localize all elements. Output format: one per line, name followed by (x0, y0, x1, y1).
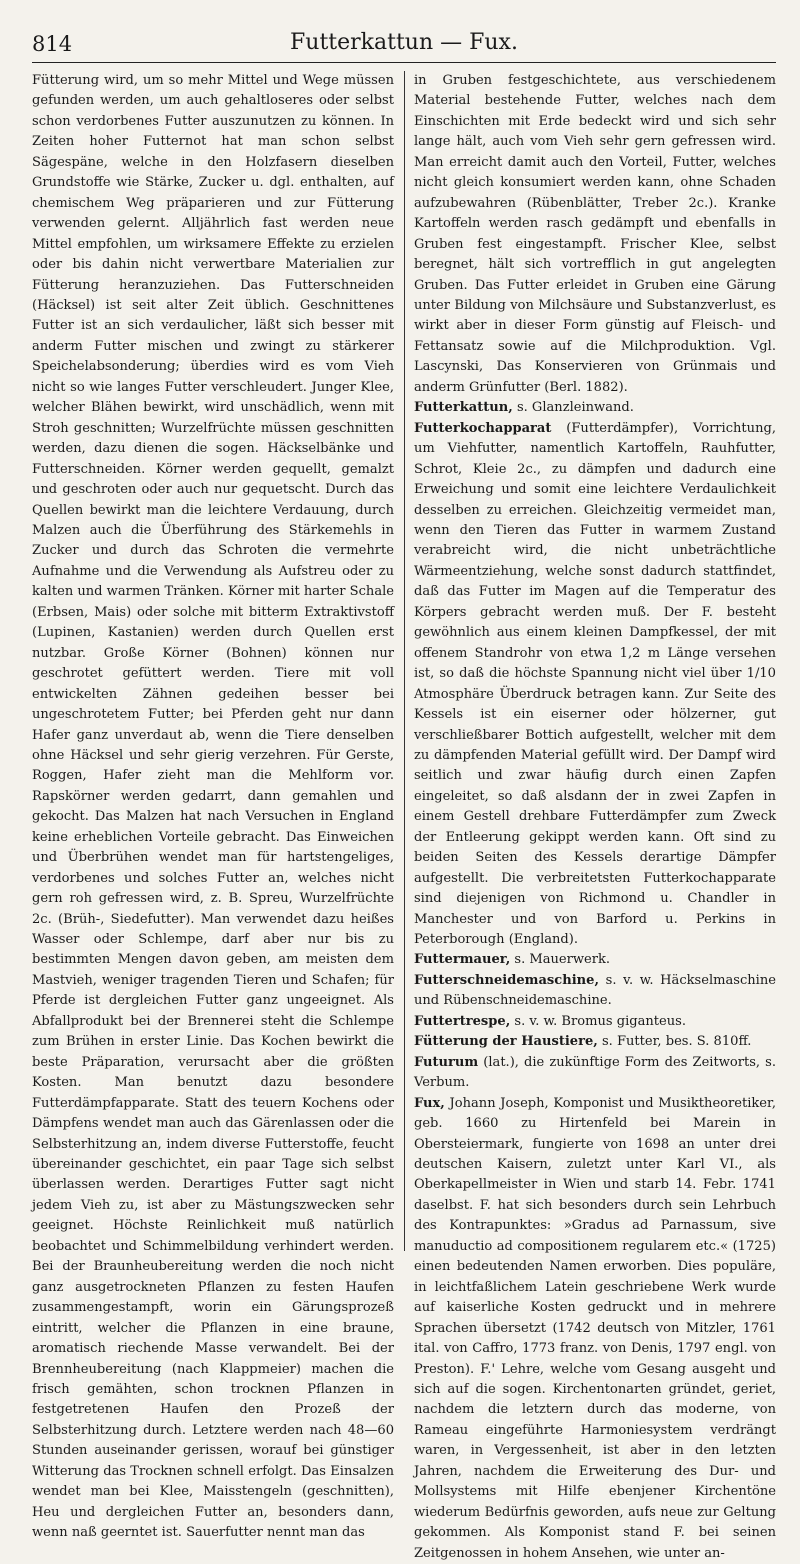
entry-text: Johann Joseph, Komponist und Musiktheoretiker, geb. 1660 zu Hirtenfeld bei Marein in Obersteiermark, fungierte von 1698 an unter drei deutschen Kaisern, zuletzt unter Karl VI., als Oberkapellmeister in Wien und starb 14. Febr. 1741 daselbst. F. hat sich besonders durch sein Lehrbuch des Kontrapunktes: »Gradus ad Parnassum, sive manuductio ad compositionem regularem etc.« (1725) einen bedeutenden Namen erworben. Dies populäre, in leichtfaßlichem Latein geschriebene Werk wurde auf kaiserliche Kosten gedruckt und in mehrere Sprachen übersetzt (1742 deutsch von Mitzler, 1761 ital. von Caffro, 1773 franz. von Denis, 1797 engl. von Preston). F.' Lehre, welche vom Gesang ausgeht und sich auf die sogen. Kirchentonarten gründet, geriet, nachdem die letztern durch das moderne, von Rameau eingeführte Harmoniesystem verdrängt waren, in Vergessenheit, ist aber in den letzten Jahren, nachdem die Erweiterung des Dur- und Mollsystems mit Hilfe ebenjener Kirchentöne wiederum Bedürfnis geworden, aufs neue zur Geltung gekommen. Als Komponist stand F. bei seinen Zeitgenossen in hohem Ansehen, wie unter an- (413, 1095, 776, 1561)
entry-headword: Fux, (413, 1095, 445, 1111)
entry-text: s. v. w. Häckselmaschine und Rübenschneidemaschine. (413, 972, 776, 1009)
running-title: Futterkattun — Fux. (290, 30, 518, 55)
entry-text: s. v. w. Bromus giganteus. (510, 1013, 686, 1029)
right-column-entry (414, 1032, 776, 1052)
text-columns (32, 71, 776, 1561)
entry-text: s. Mauerwerk. (510, 952, 611, 968)
entry-headword: Futtertrespe, (413, 1013, 511, 1029)
right-column-entry (414, 971, 776, 1012)
page-header (32, 28, 776, 63)
entry-headword: Fütterung der Haustiere, (413, 1034, 598, 1050)
right-column-entry (414, 1012, 776, 1032)
right-column-paragraph: in Gruben festgeschichtete, aus verschiedenem Material bestehende Futter, welches nach dem Einschichten mit Erde bedeckt wird und sich sehr lange hält, auch vom Vieh sehr gern gefressen wird. Man erreicht damit auch den Vorteil, Futter, welches nicht gleich konsumiert werden kann, ohne Schaden aufzubewahren (Rübenblätter, Treber 2c.). Kranke Kartoffeln werden rasch gedämpft und ebenfalls in Gruben fest eingestampft. Frischer Klee, selbst beregnet, hält sich vortrefflich in gut angelegten Gruben. Das Futter erleidet in Gruben eine Gärung unter Bildung von Milchsäure und Substanzverlust, es wirkt aber in dieser Form günstig auf Fleisch- und Fettansatz sowie auf die Milchproduktion. Vgl. Lascynski, Das Konservieren von Grünmais und anderm Grünfutter (Berl. 1882). (413, 73, 776, 395)
left-column (32, 71, 394, 1541)
left-column-paragraph: Fütterung wird, um so mehr Mittel und Wege müssen gefunden werden, um auch gehaltloseres oder selbst schon verdorbenes Futter auszunutzen zu können. In Zeiten hoher Futternot hat man schon selbst Sägespäne, welche in den Holzfasern dieselben Grundstoffe wie Stärke, Zucker u. dgl. enthalten, auf chemischem Weg präparieren und zur Fütterung verwenden gelernt. Alljährlich fast werden neue Mittel empfohlen, um wirksamere Effekte zu erzielen oder bis dahin nicht verwertbare Materialien zur Fütterung heranzuziehen. Das Futterschneiden (Häcksel) ist seit alter Zeit üblich. Geschnittenes Futter ist an sich verdaulicher, läßt sich besser mit anderm Futter mischen und zwingt zu stärkerer Speichelabsonderung; überdies wird es vom Vieh nicht so wie langes Futter verschleudert. Junger Klee, welcher Blähen bewirkt, wird unschädlich, wenn mit Stroh geschnitten; Wurzelfrüchte müssen geschnitten werden, dazu dienen die sogen. Häckselbänke und Futterschneiden. Körner werden gequellt, gemalzt und geschroten oder auch nur gequetscht. Durch das Quellen bewirkt man die leichtere Verdauung, durch Malzen auch die Überführung des Stärkemehls in Zucker und durch das Schroten die vermehrte Aufnahme und die Verwendung als Aufstreu oder zu kalten und warmen Tränken. Körner mit harter Schale (Erbsen, Mais) oder solche mit bitterm Extraktivstoff (Lupinen, Kastanien) werden durch Quellen erst nutzbar. Große Körner (Bohnen) können nur geschrotet gefüttert werden. Tiere mit voll entwickelten Zähnen gedeihen besser bei ungeschrotetem Futter; bei Pferden geht nur dann Hafer ganz unverdaut ab, wenn die Tiere denselben ohne Häcksel und sehr gierig verzehren. Für Gerste, Roggen, Hafer zieht man die Mehlform vor. Rapskörner werden gedarrt, dann gemahlen und gekocht. Das Malzen hat nach Versuchen in England keine erheblichen Vorteile gebracht. Das Einweichen und Überbrühen wendet man für hartstengeliges, verdorbenes und solches Futter an, welches nicht gern roh gefressen wird, z. B. Spreu, Wurzelfrüchte 2c. (Brüh-, Siedefutter). Man verwendet dazu heißes Wasser oder Schlempe, darf aber nur bis zu bestimmten Mengen davon geben, am meisten dem Mastvieh, weniger tragenden Tieren und Schafen; für Pferde ist dergleichen Futter ganz ungeeignet. Als Abfallprodukt bei der Brennerei steht die Schlempe zum Brühen in erster Linie. Das Kochen bewirkt die beste Präparation, verursacht aber die größten Kosten. Man benutzt dazu besondere Futterdämpfapparate. Statt des teuern Kochens oder Dämpfens wendet man auch das Gärenlassen oder die Selbsterhitzung an, indem diverse Futterstoffe, feucht übereinander geschichtet, ein paar Tage sich selbst überlassen werden. Derartiges Futter sagt nicht jedem Vieh zu, ist aber zu Mästungszwecken sehr geeignet. Höchste Reinlichkeit muß natürlich beobachtet und Schimmelbildung verhindert werden. Bei der Braunheubereitung werden die noch nicht ganz ausgetrockneten Pflanzen zu festen Haufen zusammengestampft, worin ein Gärungsprozeß eintritt, welcher die Pflanzen in eine braune, aromatisch riechende Masse verwandelt. Bei der Brennheubereitung (nach Klappmeier) machen die frisch gemähten, schon trocknen Pflanzen in festgetretenen Haufen den Prozeß der Selbsterhitzung durch. Letztere werden nach 48—60 Stunden auseinander gerissen, worauf bei günstiger Witterung das Trocknen schnell erfolgt. Das Einsalzen wendet man bei Klee, Maisstengeln (geschnitten), Heu und dergleichen Futter an, besonders dann, wenn naß geerntet ist. Sauerfutter nennt man das (32, 73, 394, 1541)
right-column-entry (414, 1094, 776, 1564)
entry-headword: Futterkattun, (413, 400, 513, 416)
entry-headword: Futtermauer, (413, 952, 511, 968)
right-column (413, 71, 776, 1561)
entry-headword: Futterschneidemaschine, (413, 972, 599, 988)
entry-headword: Futterkochapparat (413, 420, 552, 436)
right-column-entry (414, 419, 776, 951)
right-column-entry (414, 1053, 776, 1094)
entry-text: s. Futter, bes. S. 810ff. (597, 1034, 752, 1050)
right-column-entry (414, 950, 776, 970)
page-number: 814 (32, 32, 73, 56)
entry-text: s. Glanzleinwand. (512, 400, 634, 416)
column-divider (404, 71, 405, 1251)
entry-text: (lat.), die zukünftige Form des Zeitworts, s. Verbum. (413, 1054, 776, 1091)
entry-headword: Futurum (413, 1054, 479, 1070)
entry-text: (Futterdämpfer), Vorrichtung, um Viehfutter, namentlich Kartoffeln, Rauhfutter, Schrot, Kleie 2c., zu dämpfen und dadurch eine Erweichung und somit eine leichtere Verdaulichkeit desselben zu erreichen. Gleichzeitig vermeidet man, wenn den Tieren das Futter in warmem Zustand verabreicht wird, die nicht unbeträchtliche Wärmeentziehung, welche sonst dadurch stattfindet, daß das Futter im Magen auf die Temperatur des Körpers gebracht werden muß. Der F. besteht gewöhnlich aus einem kleinen Dampfkessel, der mit offenem Standrohr von etwa 1,2 m Länge versehen ist, so daß die höchste Spannung nicht viel über 1/10 Atmosphäre Überdruck betragen kann. Zur Seite des Kessels ist ein eiserner oder hölzerner, gut verschließbarer Bottich aufgestellt, welcher mit dem zu dämpfenden Material gefüllt wird. Der Dampf wird seitlich und zwar häufig durch einen Zapfen eingeleitet, so daß alsdann der in zwei Zapfen in einem Gestell drehbare Futterdämpfer zum Zweck der Entleerung gekippt werden kann. Oft sind zu beiden Seiten des Kessels derartige Dämpfer aufgestellt. Die verbreitetsten Futterkochapparate sind diejenigen von Richmond u. Chandler in Manchester und von Barford u. Perkins in Peterborough (England). (413, 420, 776, 948)
right-column-entry (414, 398, 776, 418)
